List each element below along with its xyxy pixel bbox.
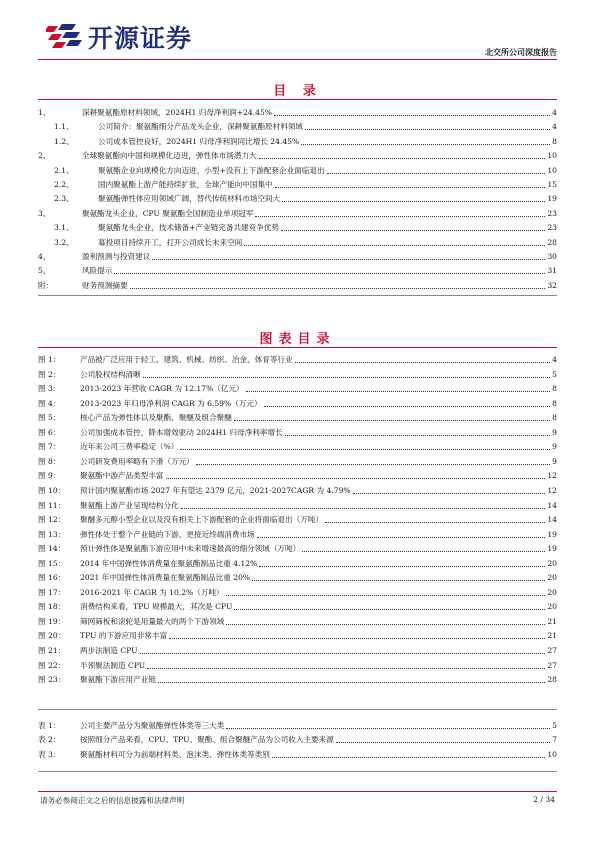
entry-title: 消费结构来看，TPU 规模最大，其次是 CPU (80, 602, 233, 612)
entry-page: 4 (552, 108, 557, 117)
entry-title: 风险提示 (82, 266, 113, 276)
dot-leader (246, 390, 551, 392)
entry-title: 公司股权结构清晰 (80, 369, 141, 379)
entry-number: 图 21： (38, 646, 66, 655)
page-header (0, 0, 595, 62)
entry-number: 4、 (38, 252, 51, 261)
entry-number: 图 13： (38, 529, 66, 539)
dot-leader (147, 667, 545, 669)
toc-entry[interactable] (38, 467, 557, 481)
entry-title: 全球聚氨酯向中国和规模化迈进，弹性体市场潜力大 (82, 151, 257, 161)
entry-title: 2021 年中国弹性体消费量在聚氨酯制品比重 20% (80, 573, 251, 583)
entry-number: 图 4： (38, 398, 61, 408)
dot-leader (325, 521, 545, 523)
dot-leader (196, 463, 550, 465)
dot-leader (272, 756, 545, 758)
entry-number: 1.2、 (54, 136, 74, 146)
dot-leader (259, 157, 546, 159)
entry-number: 图 14： (38, 544, 66, 554)
toc-entry[interactable] (38, 351, 557, 365)
entry-page: 14 (547, 500, 557, 510)
toc-entry[interactable] (38, 190, 557, 204)
toc-entry[interactable] (38, 731, 557, 745)
entry-number: 图 7： (38, 442, 61, 452)
dot-leader (327, 172, 546, 174)
dot-leader (282, 200, 545, 202)
entry-number: 附： (38, 280, 54, 290)
figures-title: 图表目录 (259, 332, 336, 347)
entry-page: 8 (552, 413, 557, 423)
toc-entry[interactable] (38, 526, 557, 540)
tables-end-divider (38, 771, 557, 772)
entry-number: 图 18： (38, 602, 66, 612)
toc-entry[interactable] (38, 497, 557, 511)
entry-number: 1、 (38, 108, 51, 117)
entry-title: 聚氨酯下游应用产业链 (80, 675, 156, 685)
entry-title: 弹性体处于整个产业链的下游，更接近终端消费市场 (80, 529, 255, 539)
toc-entry[interactable] (38, 540, 557, 554)
report-type-label: 北交所公司深度报告 (485, 47, 557, 57)
entry-title: 2013-2023 年归母净利润 CAGR 为 6.59%（万元） (80, 398, 262, 408)
dot-leader (234, 608, 545, 610)
dot-leader (169, 637, 545, 639)
entry-title: 公司加强成本管控，降本增效驱动 2024H1 归母净利率增长 (80, 427, 283, 437)
entry-page: 4 (552, 355, 557, 364)
entry-number: 2.2、 (54, 180, 74, 189)
toc-entry[interactable] (38, 746, 557, 760)
toc-end-divider (38, 295, 557, 296)
dot-leader (158, 681, 545, 683)
dot-leader (257, 536, 546, 538)
entry-page: 10 (547, 165, 557, 175)
entry-page: 28 (547, 237, 557, 247)
entry-title: 深耕聚氨酯原材料领域，2024H1 归母净利润+24.45% (82, 108, 273, 117)
entry-number: 图 17： (38, 587, 66, 597)
entry-number: 表 2： (38, 735, 61, 745)
entry-page: 28 (547, 675, 557, 685)
toc-entry[interactable] (38, 176, 557, 190)
entry-title: 产品被广泛应用于轻工、建筑、机械、纺织、冶金、体育等行业 (80, 355, 293, 364)
dot-leader (264, 405, 551, 407)
dot-leader (259, 565, 545, 567)
entry-number: 图 9： (38, 471, 61, 481)
toc-entry[interactable] (38, 409, 557, 423)
toc-entry[interactable] (38, 569, 557, 583)
toc-entry[interactable] (38, 118, 557, 132)
entry-title: 聚氨酯龙头企业，技术储备+产业链完备共建竞争优势 (98, 223, 280, 233)
entry-title: 募投项目持续开工，打开公司成长未来空间 (98, 237, 243, 247)
dot-leader (140, 652, 546, 654)
dot-leader (353, 492, 546, 494)
entry-number: 图 19： (38, 616, 66, 626)
dot-leader (166, 477, 546, 479)
entry-page: 8 (552, 398, 557, 408)
entry-title: 半预聚法制造 CPU (80, 660, 146, 670)
toc-entry[interactable] (38, 133, 557, 147)
footer-page-number: 2 / 34 (533, 795, 555, 804)
entry-page: 23 (547, 208, 557, 218)
entry-page: 19 (547, 544, 557, 554)
toc-entry[interactable] (38, 584, 557, 598)
entry-page: 23 (547, 223, 557, 233)
entry-page: 20 (547, 602, 557, 612)
dot-leader (336, 741, 550, 743)
entry-number: 2、 (38, 151, 51, 161)
entry-number: 图 12： (38, 515, 66, 525)
entry-page: 12 (547, 471, 557, 481)
toc-entry[interactable] (38, 657, 557, 671)
entry-page: 9 (552, 427, 557, 437)
entry-title: 2016-2021 年 CAGR 为 10.2%（万吨） (80, 587, 224, 597)
toc-entry[interactable] (38, 511, 557, 525)
entry-title: 筛网筛板和滚轮是用量最大的两个下游领域 (80, 616, 225, 626)
entry-number: 图 3： (38, 384, 61, 394)
entry-number: 1.1、 (54, 122, 74, 132)
toc-entry[interactable] (38, 205, 557, 219)
entry-number: 图 1： (38, 355, 61, 364)
dot-leader (234, 419, 550, 421)
toc-entry[interactable] (38, 219, 557, 233)
toc-entry[interactable] (38, 162, 557, 176)
entry-title: 近年来公司三费率稳定（%） (80, 442, 179, 452)
toc-title: 目 录 (273, 84, 322, 99)
entry-page: 21 (547, 616, 557, 626)
entry-page: 14 (547, 515, 557, 525)
dot-leader (152, 258, 545, 260)
entry-page: 5 (552, 721, 557, 730)
entry-title: 预计国内聚氨酯市场 2027 年有望达 2379 亿元，2021-2027CAGR 为 4.79% (80, 485, 351, 495)
dot-leader (226, 623, 545, 625)
dot-leader (181, 507, 546, 509)
toc-entry[interactable] (38, 555, 557, 569)
toc-entry[interactable] (38, 717, 557, 731)
dot-leader (143, 376, 550, 378)
figures-divider (38, 347, 557, 348)
dot-leader (302, 550, 545, 552)
entry-page: 10 (547, 749, 557, 759)
toc-entry[interactable] (38, 234, 557, 248)
entry-number: 图 23： (38, 675, 66, 685)
figures-table-divider (38, 709, 557, 710)
entry-page: 8 (552, 136, 557, 146)
toc-entry[interactable] (38, 248, 557, 262)
entry-title: 两步法制造 CPU (80, 646, 138, 655)
entry-title: TPU 的下游应用非常丰富 (80, 631, 168, 641)
dot-leader (244, 244, 545, 246)
entry-page: 12 (547, 485, 557, 495)
toc-entry[interactable] (38, 395, 557, 409)
entry-number: 表 1： (38, 721, 61, 730)
entry-number: 图 5： (38, 413, 61, 423)
footer-divider (38, 791, 557, 792)
entry-number: 图 16： (38, 573, 66, 583)
toc-entry[interactable] (38, 380, 557, 394)
toc-entry[interactable] (38, 262, 557, 276)
entry-page: 19 (547, 529, 557, 539)
entry-number: 图 2： (38, 369, 61, 379)
entry-page: 15 (547, 180, 557, 189)
dot-leader (301, 143, 550, 145)
entry-page: 5 (552, 369, 557, 379)
entry-number: 图 15： (38, 558, 66, 568)
entry-title: 国内聚氨酯上游产能持续扩张，全球产能向中国集中 (98, 180, 273, 189)
entry-title: 公司成本管控良好，2024H1 归母净利润同比增长 24.45% (98, 136, 300, 146)
entry-page: 27 (547, 660, 557, 670)
entry-title: 聚氨酯中游产品类型丰富 (80, 471, 164, 481)
entry-number: 图 10： (38, 485, 66, 495)
dot-leader (252, 579, 545, 581)
entry-title: 聚氨酯企业向规模化方向迈进，小型+没有上下游配套企业面临退出 (98, 165, 325, 175)
entry-page: 30 (547, 252, 557, 261)
toc-entry[interactable] (38, 366, 557, 380)
entry-title: 聚氨酯龙头企业，CPU 聚氨酯全国制造业单项冠军 (82, 208, 254, 218)
entry-number: 2.1、 (54, 165, 74, 175)
entry-page: 31 (547, 266, 557, 276)
toc-entry[interactable] (38, 671, 557, 685)
toc-entry[interactable] (38, 424, 557, 438)
dot-leader (285, 434, 550, 436)
entry-title: 公司研发费用率略有下滑（万元） (80, 456, 194, 466)
entry-number: 3.2、 (54, 237, 74, 247)
dot-leader (226, 727, 550, 729)
entry-number: 图 20： (38, 631, 66, 641)
entry-title: 按照细分产品来看，CPU、TPU、聚酯、组合聚醚产品为公司收入主要来源 (80, 735, 334, 745)
toc-entry[interactable] (38, 438, 557, 452)
entry-number: 图 22： (38, 660, 66, 670)
entry-number: 表 3： (38, 749, 61, 759)
entry-title: 2014 年中国弹性体消费量在聚氨酯制品比重 4.12% (80, 558, 258, 568)
header-divider (38, 59, 557, 60)
entry-page: 9 (552, 442, 557, 452)
entry-page: 27 (547, 646, 557, 655)
brand-name: 开源证券 (88, 24, 193, 53)
dot-leader (226, 594, 546, 596)
toc-entry[interactable] (38, 277, 557, 291)
entry-page: 7 (552, 735, 557, 745)
entry-page: 20 (547, 587, 557, 597)
entry-title: 盈利预测与投资建议 (82, 252, 151, 261)
toc-entry[interactable] (38, 642, 557, 656)
entry-number: 图 8： (38, 456, 61, 466)
footer-disclaimer: 请务必参阅正文之后的信息披露和法律声明 (40, 796, 185, 805)
toc-entry[interactable] (38, 147, 557, 161)
dot-leader (114, 272, 545, 274)
entry-title: 公司简介：聚氨酯细分产品龙头企业，深耕聚氨酯原材料领域 (98, 122, 304, 132)
dot-leader (305, 128, 550, 130)
toc-entry[interactable] (38, 627, 557, 641)
entry-number: 2.3、 (54, 194, 74, 204)
entry-title: 聚氨酯上游产业呈现结构分化 (80, 500, 179, 510)
entry-page: 10 (547, 151, 557, 161)
entry-page: 20 (547, 573, 557, 583)
dot-leader (255, 215, 545, 217)
toc-entry[interactable] (38, 613, 557, 627)
entry-page: 32 (547, 280, 557, 290)
entry-page: 9 (552, 456, 557, 466)
entry-number: 图 6： (38, 427, 61, 437)
entry-page: 19 (547, 194, 557, 204)
entry-title: 公司主要产品分为聚氨酯弹性体类等三大类 (80, 721, 225, 730)
entry-page: 8 (552, 384, 557, 394)
entry-title: 聚氨酯材料可分为前端材料类、泡沫类、弹性体类等类别 (80, 749, 270, 759)
entry-number: 3.1、 (54, 223, 74, 233)
entry-title: 聚醚多元醇小型企业以及没有相关上下游配套的企业将面临退出（万吨） (80, 515, 323, 525)
dot-leader (180, 448, 550, 450)
dot-leader (281, 229, 545, 231)
entry-number: 图 11： (38, 500, 66, 510)
dot-leader (295, 361, 551, 363)
dot-leader (275, 186, 546, 188)
toc-divider (38, 99, 557, 100)
entry-page: 20 (547, 558, 557, 568)
entry-page: 4 (552, 122, 557, 132)
toc-entry[interactable] (38, 598, 557, 612)
dot-leader (130, 287, 546, 289)
entry-title: 聚氨酯弹性体应用领域广阔，替代传统材料市场空间大 (98, 194, 281, 204)
entry-page: 21 (547, 631, 557, 641)
logo-icon (46, 22, 82, 52)
entry-number: 3、 (38, 208, 51, 218)
entry-title: 核心产品为弹性体以及聚酯、聚醚及组合聚醚 (80, 413, 232, 423)
toc-entry[interactable] (38, 453, 557, 467)
toc-entry[interactable] (38, 104, 557, 118)
entry-title: 财务预测摘要 (82, 280, 128, 290)
entry-title: 2013-2023 年营收 CAGR 为 12.17%（亿元） (80, 384, 244, 394)
entry-number: 5、 (38, 266, 51, 276)
dot-leader (274, 114, 550, 116)
toc-entry[interactable] (38, 482, 557, 496)
entry-title: 预计弹性体是聚氨酯下游应用中未来增速最高的细分领域（万吨） (80, 544, 301, 554)
